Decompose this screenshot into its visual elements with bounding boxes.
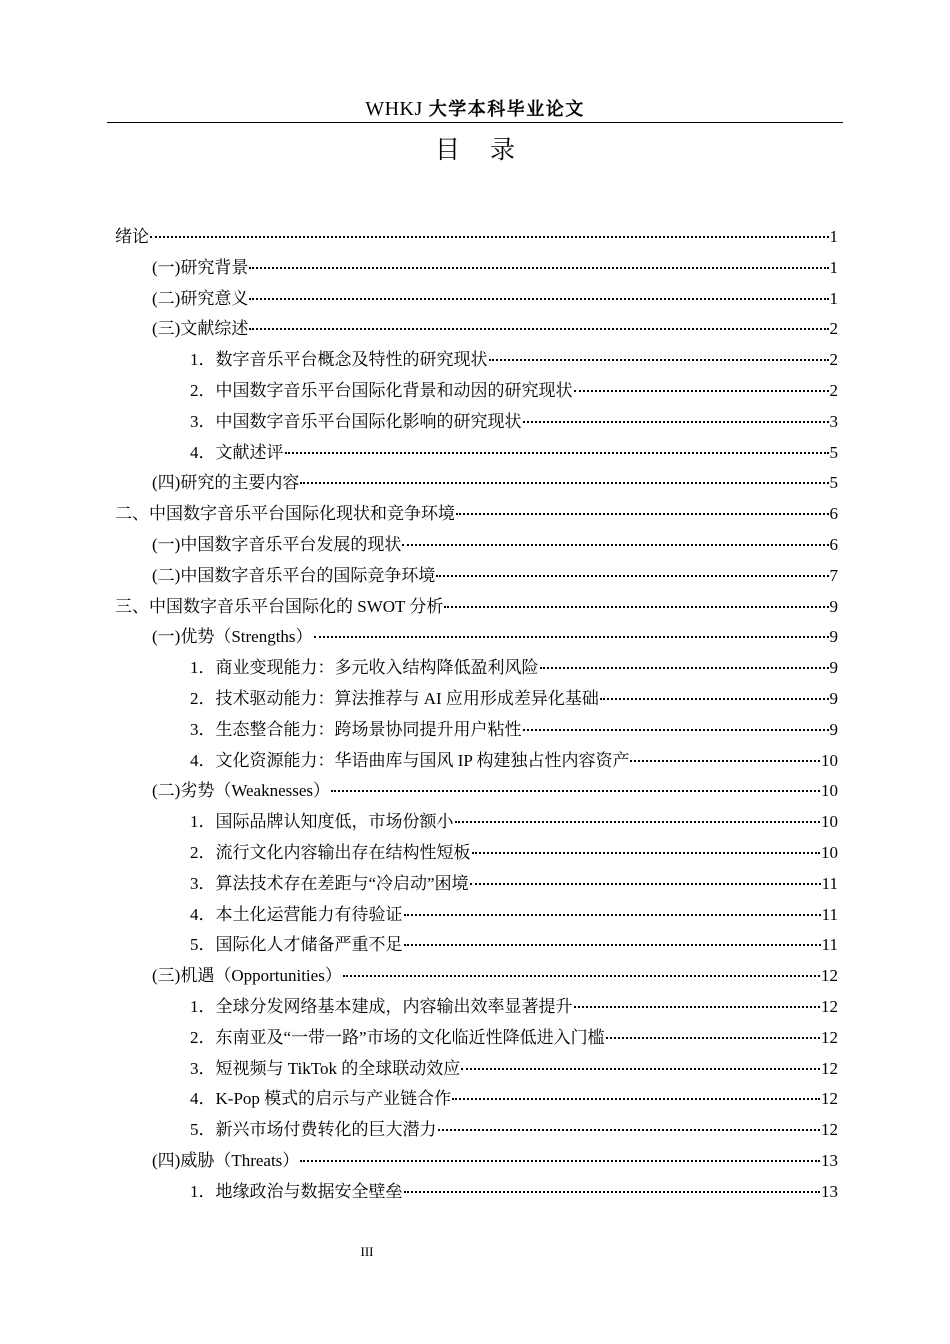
toc-entry[interactable]	[190, 441, 838, 465]
toc-leader-dots	[249, 328, 828, 330]
toc-entry-page: 12	[821, 1058, 838, 1078]
toc-entry[interactable]	[190, 1087, 838, 1111]
toc-entry-title: 1．数字音乐平台概念及特性的研究现状	[190, 350, 488, 370]
toc-entry-title: 4．本土化运营能力有待验证	[190, 904, 403, 924]
toc-entry-title: 3．生态整合能力：跨场景协同提升用户粘性	[190, 719, 522, 739]
page-title: 目录	[434, 135, 545, 164]
toc-entry-page: 1	[829, 288, 838, 308]
toc-entry-title: 三、中国数字音乐平台国际化的 SWOT 分析	[115, 596, 444, 616]
toc-entry[interactable]	[190, 872, 838, 896]
page-number: III	[360, 1244, 374, 1259]
toc-entry-title: (一)中国数字音乐平台发展的现状	[152, 535, 402, 554]
toc-leader-dots	[455, 821, 821, 823]
toc-entry-page: 2	[829, 381, 838, 400]
toc-leader-dots	[461, 1068, 820, 1070]
toc-leader-dots	[452, 1098, 820, 1100]
toc-leader-dots	[300, 1160, 820, 1162]
toc-leader-dots	[489, 359, 829, 361]
toc-entry-title: 5．新兴市场付费转化的巨大潜力	[190, 1120, 437, 1140]
toc-entry-page: 9	[829, 658, 838, 678]
toc-entry-page: 12	[821, 966, 838, 986]
toc-entry-page: 12	[821, 1089, 838, 1109]
toc-leader-dots	[300, 482, 828, 484]
toc-entry-page: 2	[829, 350, 838, 370]
toc-entry[interactable]	[190, 749, 838, 773]
toc-leader-dots	[523, 421, 829, 423]
toc-entry-title: 1．地缘政治与数据安全壁垒	[190, 1181, 403, 1201]
toc-leader-dots	[470, 883, 821, 885]
toc-entry-title: 4．文化资源能力：华语曲库与国风 IP 构建独占性内容资产	[190, 750, 630, 770]
toc-entry[interactable]	[152, 317, 838, 341]
toc-leader-dots	[574, 390, 829, 392]
toc-leader-dots	[404, 944, 821, 946]
toc-entry-title: 4．K-Pop 模式的启示与产业链合作	[190, 1089, 452, 1109]
toc-entry[interactable]	[152, 964, 838, 988]
toc-entry[interactable]	[190, 933, 838, 957]
toc-entry-page: 11	[821, 935, 838, 955]
toc-entry[interactable]	[190, 1118, 838, 1142]
toc-entry[interactable]	[152, 533, 838, 557]
toc-entry[interactable]	[190, 718, 838, 742]
toc-leader-dots	[472, 852, 821, 854]
toc-leader-dots	[404, 914, 821, 916]
toc-entry-title: 2．中国数字音乐平台国际化背景和动因的研究现状	[190, 381, 573, 400]
toc-entry-title: 1．国际品牌认知度低，市场份额小	[190, 812, 454, 832]
toc-leader-dots	[438, 1129, 821, 1131]
toc-entry-title: 3．短视频与 TikTok 的全球联动效应	[190, 1058, 461, 1078]
toc-entry-page: 13	[821, 1181, 838, 1201]
toc-leader-dots	[343, 975, 820, 977]
toc-entry[interactable]	[190, 841, 838, 865]
toc-entry[interactable]	[152, 256, 838, 280]
toc-entry-title: 2．东南亚及“一带一路”市场的文化临近性降低进入门槛	[190, 1027, 605, 1047]
toc-leader-dots	[444, 606, 828, 608]
header-latin: WHKJ	[365, 98, 423, 120]
toc-entry-page: 10	[821, 750, 838, 770]
toc-leader-dots	[314, 636, 829, 638]
toc-entry-page: 13	[821, 1151, 838, 1170]
toc-entry-page: 10	[821, 781, 838, 801]
toc-entry[interactable]	[190, 379, 838, 403]
toc-leader-dots	[249, 298, 828, 300]
toc-entry[interactable]	[190, 687, 838, 711]
toc-entry[interactable]	[115, 225, 838, 249]
toc-leader-dots	[540, 667, 829, 669]
toc-leader-dots	[331, 790, 820, 792]
toc-entry-page: 6	[829, 535, 838, 554]
toc-entry-page: 12	[821, 1027, 838, 1047]
toc-entry[interactable]	[152, 471, 838, 495]
toc-entry-page: 12	[821, 997, 838, 1016]
toc-entry[interactable]	[190, 348, 838, 372]
toc-entry-page: 9	[829, 596, 838, 616]
toc-entry-page: 12	[821, 1120, 838, 1140]
toc-entry-page: 7	[829, 565, 838, 585]
toc-leader-dots	[436, 575, 828, 577]
toc-leader-dots	[402, 544, 828, 546]
toc-entry-title: 二、中国数字音乐平台国际化现状和竞争环境	[115, 504, 455, 524]
toc-entry[interactable]	[190, 1180, 838, 1204]
header-cjk: 大学本科毕业论文	[428, 99, 585, 120]
toc-entry-page: 9	[829, 689, 838, 708]
toc-entry-page: 2	[829, 319, 838, 339]
toc-entry-page: 3	[829, 411, 838, 431]
toc-leader-dots	[150, 236, 829, 238]
toc-entry[interactable]	[190, 656, 838, 680]
toc-entry-page: 10	[821, 843, 838, 862]
toc-leader-dots	[404, 1191, 821, 1193]
toc-entry[interactable]	[152, 564, 838, 588]
toc-entry-title: (三)文献综述	[152, 319, 249, 339]
toc-entry[interactable]	[152, 1149, 838, 1173]
toc-entry-title: (二)研究意义	[152, 288, 249, 308]
toc-entry-title: (一)研究背景	[152, 257, 249, 277]
toc-entry-title: (三)机遇（Opportunities）	[152, 966, 342, 986]
toc-entry-title: (二)中国数字音乐平台的国际竞争环境	[152, 565, 436, 585]
toc-entry[interactable]	[152, 287, 838, 311]
toc-entry-title: (二)劣势（Weaknesses）	[152, 781, 331, 801]
toc-entry-title: 绪论	[115, 227, 149, 246]
toc-entry-title: 3．中国数字音乐平台国际化影响的研究现状	[190, 411, 522, 431]
toc-entry-title: (一)优势（Strengths）	[152, 627, 313, 647]
toc-leader-dots	[456, 513, 829, 515]
toc-leader-dots	[600, 698, 829, 700]
toc-entry-page: 1	[829, 257, 838, 277]
toc-leader-dots	[523, 729, 829, 731]
toc-entry-title: (四)研究的主要内容	[152, 473, 300, 493]
toc-leader-dots	[249, 267, 828, 269]
toc-entry-page: 6	[829, 504, 838, 524]
toc-entry[interactable]	[190, 903, 838, 927]
toc-entry-title: 2．技术驱动能力：算法推荐与 AI 应用形成差异化基础	[190, 689, 599, 708]
toc-entry-title: 1．全球分发网络基本建成，内容输出效率显著提升	[190, 997, 573, 1016]
toc-entry[interactable]	[152, 779, 838, 803]
toc-leader-dots	[285, 452, 829, 454]
toc-entry-page: 5	[829, 442, 838, 462]
toc-entry[interactable]	[152, 625, 838, 649]
toc-entry-page: 11	[821, 904, 838, 924]
toc-entry-title: 3．算法技术存在差距与“冷启动”困境	[190, 873, 469, 893]
toc-entry-title: (四)威胁（Threats）	[152, 1151, 300, 1170]
toc-entry-title: 4．文献述评	[190, 442, 284, 462]
toc-entry[interactable]	[115, 595, 838, 619]
toc-entry[interactable]	[190, 810, 838, 834]
toc-leader-dots	[606, 1037, 820, 1039]
toc-entry-page: 5	[829, 473, 838, 493]
toc-entry-title: 5．国际化人才储备严重不足	[190, 935, 403, 955]
toc-entry-title: 2．流行文化内容输出存在结构性短板	[190, 843, 471, 862]
toc-entry-title: 1．商业变现能力：多元收入结构降低盈利风险	[190, 658, 539, 678]
toc-entry-page: 11	[821, 873, 838, 893]
toc-entry[interactable]	[190, 1057, 838, 1081]
toc-entry[interactable]	[190, 1026, 838, 1050]
toc-leader-dots	[630, 760, 820, 762]
toc-entry[interactable]	[190, 410, 838, 434]
toc-entry-page: 9	[829, 627, 838, 647]
toc-entry[interactable]	[115, 502, 838, 526]
toc-entry-page: 9	[829, 719, 838, 739]
toc-entry[interactable]	[190, 995, 838, 1019]
toc-entry-page: 1	[829, 227, 838, 246]
toc-leader-dots	[574, 1006, 821, 1008]
toc-entry-page: 10	[821, 812, 838, 832]
